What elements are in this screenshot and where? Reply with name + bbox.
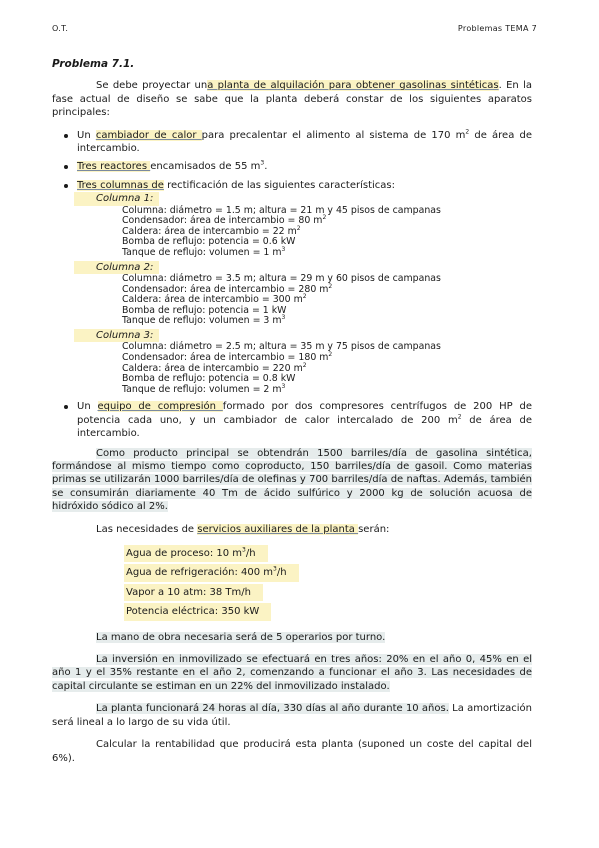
bullet2-highlight: Tres reactores (77, 161, 151, 173)
column-2-title: Columna 2: (74, 261, 159, 274)
bullet1-highlight: cambiador de calor (95, 129, 202, 141)
column-1-block (76, 192, 532, 258)
problem-title: Problema 7.1. (52, 58, 135, 70)
column-2-line3-text: Caldera: área de intercambio = 300 m (122, 294, 303, 306)
column-1-title: Columna 1: (74, 192, 159, 205)
column-1-line3-text: Caldera: área de intercambio = 22 m (122, 225, 297, 237)
services-intro (52, 523, 532, 536)
services-intro-b: serán: (358, 523, 390, 535)
column-3-line4: Bomba de reflujo: potencia = 0.8 kW (122, 373, 296, 385)
document-body (52, 58, 532, 774)
service-0-text: Agua de proceso: 10 m (126, 548, 243, 560)
bullet1-text-b: para precalentar el alimento al sistema de 170 m (201, 129, 466, 141)
service-0-unit: /h (245, 548, 256, 560)
investment-text-b: Las necesidades de capital circulante se estiman en un 22% del inmovilizado instalado. (52, 667, 533, 692)
column-3-title: Columna 3: (74, 329, 159, 342)
bullet-heat-exchanger (52, 129, 532, 156)
intro-text-a: Se debe proyectar un (96, 80, 208, 92)
column-1-line2-text: Condensador: área de intercambio = 80 m (122, 215, 323, 227)
intro-highlight: a planta de alquilación para obtener gasolinas sintéticas (207, 80, 499, 92)
bullet1-text-c: de área de intercambio. (77, 129, 532, 155)
column-3-block (76, 329, 532, 395)
bullet2-sup: 3 (260, 160, 265, 168)
column-3-line3-sup: 2 (302, 361, 307, 369)
service-steam (124, 584, 263, 601)
intro-paragraph (52, 79, 532, 119)
column-1-line3-sup: 2 (296, 224, 301, 232)
labor-paragraph (52, 631, 532, 644)
column-2-line3-sup: 2 (302, 293, 307, 301)
column-3-line5 (122, 382, 532, 396)
column-1-line5 (122, 245, 532, 259)
services-list (52, 545, 532, 621)
services-intro-a: Las necesidades de (96, 523, 198, 535)
column-2-line4: Bomba de reflujo: potencia = 1 kW (122, 304, 287, 316)
column-2-block (76, 261, 532, 327)
header-left: O.T. (52, 24, 69, 33)
column-2-line2-sup: 2 (328, 282, 333, 290)
bullet4-sup: 2 (457, 413, 462, 421)
service-0-sup: 3 (242, 546, 246, 554)
bullet3-highlight: Tres columnas de (77, 179, 164, 191)
service-cooling-water (124, 564, 299, 581)
column-2-line5-text: Tanque de reflujo: volumen = 3 m (122, 315, 282, 327)
operation-paragraph (52, 702, 532, 729)
investment-paragraph (52, 653, 532, 693)
header-right: Problemas TEMA 7 (457, 24, 537, 33)
service-1-sup: 3 (273, 566, 277, 574)
intro-text-b: . En la fase actual de diseño se sabe que la planta deberá constar de los siguientes aparatos principales: (52, 80, 532, 119)
bullet-columns (52, 179, 532, 396)
column-1-line5-sup: 3 (281, 245, 286, 253)
column-2-specs (76, 274, 532, 327)
column-3-line5-sup: 3 (281, 382, 286, 390)
services-intro-highlight: servicios auxiliares de la planta (197, 523, 359, 535)
question-paragraph (52, 738, 532, 765)
column-1-line5-text: Tanque de reflujo: volumen = 1 m (122, 247, 282, 259)
bullet-reactors (52, 160, 532, 173)
column-1-line2-sup: 2 (322, 214, 327, 222)
column-1-line4: Bomba de reflujo: potencia = 0.6 kW (122, 236, 296, 248)
bullet4-text-b: formado por dos compresores centrífugos de 200 HP de potencia cada uno, y un cambiador de calor intercalado de 200 m (77, 401, 532, 426)
column-2-line5 (122, 316, 532, 327)
service-2-text: Vapor a 10 atm: 38 Tm/h (126, 586, 251, 598)
bullet2-text-b: encamisados de 55 m (150, 161, 261, 173)
bullet1-sup: 2 (465, 128, 470, 136)
production-paragraph (52, 447, 532, 514)
column-2-line1: Columna: diámetro = 3.5 m; altura = 29 m y 60 pisos de campanas (122, 273, 441, 285)
bullet2-text-c: . (264, 161, 268, 173)
operation-text-a: La planta funcionará 24 horas al día, 330 días al año durante 10 años. (96, 703, 449, 715)
bullet4-text-a: Un (77, 401, 98, 413)
service-process-water (124, 545, 268, 562)
bullet3-text-b: rectificación de las siguientes características: (163, 179, 395, 191)
column-3-line2-sup: 2 (328, 350, 333, 358)
bullet4-text-c: de área de intercambio. (77, 414, 532, 440)
column-3-line2-text: Condensador: área de intercambio = 180 m (122, 352, 329, 363)
labor-text: La mano de obra necesaria será de 5 operarios por turno. (96, 631, 386, 643)
column-2-line5-sup: 3 (281, 314, 286, 322)
question-text: Calcular la rentabilidad que producirá esta planta (suponed un coste del capital del 6%). (52, 739, 532, 764)
service-1-unit: /h (276, 567, 287, 579)
equipment-list (52, 129, 532, 441)
service-1-text: Agua de refrigeración: 400 m (126, 567, 273, 579)
service-3-text: Potencia eléctrica: 350 kW (126, 606, 260, 618)
column-3-line5-text: Tanque de reflujo: volumen = 2 m (122, 383, 282, 395)
column-3-specs (76, 342, 532, 395)
bullet4-highlight: equipo de compresión (97, 401, 223, 413)
production-text: Como producto principal se obtendrán 1500 barriles/día de gasolina sintética, formándose al mismo tiempo como coproducto, 150 barriles/día de gasoil. Como materias primas se utilizarán 1000 barriles/día de olefinas y 700 barriles/día de naftas. Además, también se consumirán diariamente 40 Tm de ácido sulfúrico y 2000 kg de solución acuosa de hidróxido sódico al 2%. (52, 447, 532, 513)
investment-text-a: La inversión en inmovilizado se efectuará en tres años: 20% en el año 0, 45% en el año 1 y el 35% restante en el año 2, comenzando a funcionar el año 3. (52, 654, 532, 679)
column-1-specs (76, 206, 532, 259)
bullet-compression (52, 400, 532, 440)
column-1-line1: Columna: diámetro = 1.5 m; altura = 21 m y 45 pisos de campanas (122, 204, 441, 216)
column-3-line1: Columna: diámetro = 2.5 m; altura = 35 m y 75 pisos de campanas (122, 341, 441, 353)
operation-text-b: La amortización será lineal a lo largo de su vida útil. (52, 703, 532, 728)
column-3-line3-text: Caldera: área de intercambio = 220 m (122, 362, 303, 374)
bullet1-text-a: Un (77, 129, 96, 141)
column-2-line2-text: Condensador: área de intercambio = 280 m (122, 283, 329, 295)
service-power (124, 603, 271, 620)
